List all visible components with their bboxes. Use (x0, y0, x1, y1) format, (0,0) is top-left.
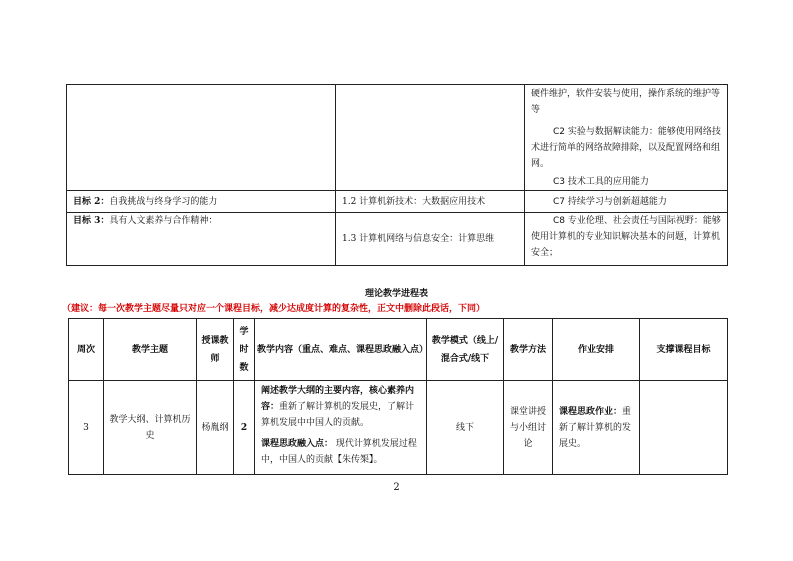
course-goals-table (66, 84, 728, 266)
content-bold-1: 阐述教学大纲的主要内容，核心素养内容： (261, 386, 415, 412)
cell-hours: 2 (234, 381, 255, 475)
goal-2-ability-text: C7 持续学习与创新超越能力 (553, 196, 667, 207)
cell-week: 3 (69, 381, 104, 475)
ability-cell (525, 85, 728, 191)
content-ideology (261, 436, 420, 468)
header-teacher: 授课教师 (197, 319, 234, 381)
table-header-row (69, 319, 728, 381)
table-row (67, 85, 728, 191)
homework-bold: 课程思政作业： (559, 406, 623, 417)
schedule-note: （建议：每一次教学主题尽量只对应一个课程目标，减少达成度计算的复杂性，正文中删除此段话，下同） (62, 304, 486, 314)
goal-2-label: 目标 2： (73, 196, 110, 207)
header-content: 教学内容（重点、难点、课程思政融入点） (255, 319, 427, 381)
cell-method: 课堂讲授与小组讨论 (504, 381, 553, 475)
goal-cell-empty (67, 85, 336, 191)
cell-teacher: 杨胤纲 (197, 381, 234, 475)
header-hours: 学时数 (234, 319, 255, 381)
header-goal: 支撑课程目标 (640, 319, 728, 381)
goal-2-ability (525, 191, 728, 213)
header-topic: 教学主题 (104, 319, 197, 381)
goal-3-cell (67, 213, 336, 266)
ability-text-3: C3 技术工具的应用能力 (553, 177, 649, 187)
header-mode: 教学模式（线上/混合式/线下 (427, 319, 504, 381)
cell-homework (553, 381, 640, 475)
header-method: 教学方法 (504, 319, 553, 381)
header-homework: 作业安排 (553, 319, 640, 381)
goal-3-text: 具有人文素养与合作精神： (109, 216, 218, 226)
schedule-table (68, 318, 728, 475)
goal-2-content: 1.2 计算机新技术：大数据应用技术 (336, 191, 525, 213)
cell-topic: 教学大纲、计算机历史 (104, 381, 197, 475)
content-cell-empty (336, 85, 525, 191)
table-row (67, 213, 728, 266)
goal-3-ability (525, 213, 728, 266)
goal-2-cell (67, 191, 336, 213)
ability-text-2: C2 实验与数据解读能力：能够使用网络技术进行简单的网络故障排除，以及配置网络和组网。 (531, 127, 721, 169)
cell-content (255, 381, 427, 475)
schedule-title: 理论教学进程表 (364, 289, 428, 299)
cell-goal (640, 381, 728, 475)
homework-text: 重新了解计算机的发展史。 (559, 406, 632, 449)
content-text-1: 重新了解计算机的发展史，了解计算机发展中中国人的贡献。 (261, 402, 415, 428)
goal-3-label: 目标 3： (73, 216, 110, 226)
table-row (67, 191, 728, 213)
goal-3-ability-text: C8 专业伦理、社会责任与国际视野：能够使用计算机的专业知识解决基本的问题，计算机安全； (531, 216, 721, 258)
content-bold-2: 课程思政融入点： (261, 439, 334, 449)
goal-3-content: 1.3 计算机网络与信息安全：计算思维 (336, 213, 525, 266)
header-week: 周次 (69, 319, 104, 381)
table-row (69, 381, 728, 475)
page-number: 2 (393, 482, 400, 493)
cell-mode: 线下 (427, 381, 504, 475)
content-text-2: 现代计算机发展过程中，中国人的贡献【朱传榘】。 (261, 439, 417, 465)
goal-2-text: 自我挑战与终身学习的能力 (109, 196, 218, 207)
ability-text-1: 硬件维护，软件安装与使用，操作系统的维护等等 (531, 89, 721, 115)
